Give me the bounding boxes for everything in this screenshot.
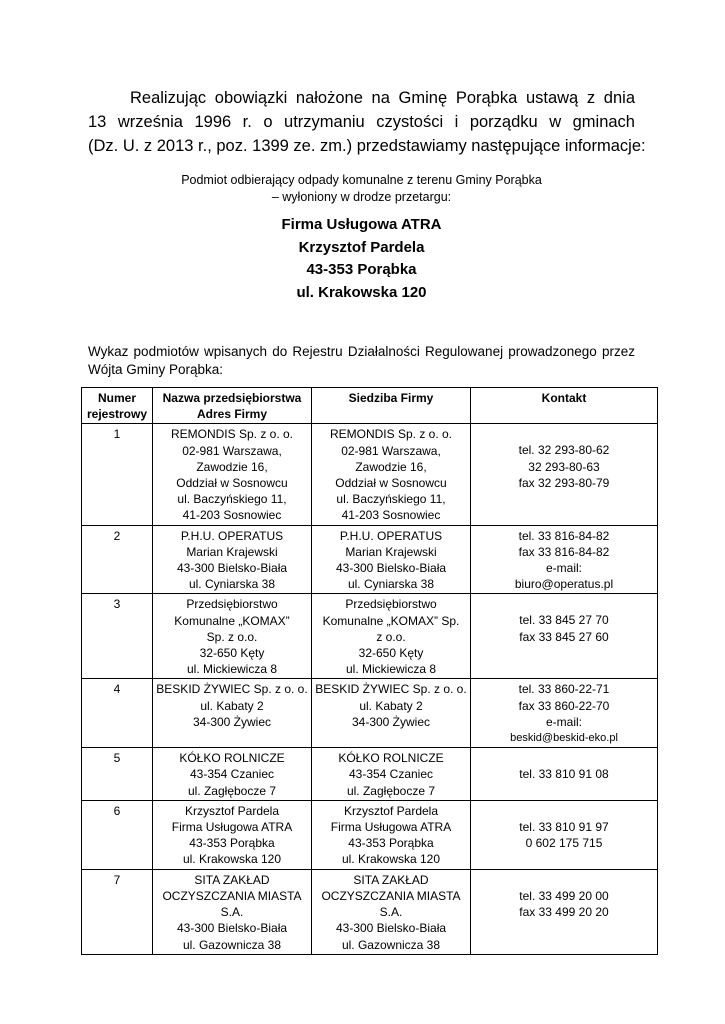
cell-siedziba-line: ul. Mickiewicza 8 — [345, 662, 437, 677]
header-numer — [82, 388, 153, 424]
table-row — [82, 800, 658, 869]
cell-kontakt-line: tel. 33 816-84-82 — [518, 528, 610, 543]
header-text: Numer — [97, 391, 136, 405]
cell-numer — [82, 424, 153, 525]
cell-kontakt — [471, 679, 658, 748]
intro-paragraph — [88, 86, 646, 158]
cell-nazwa-line: BESKID ŻYWIEC Sp. z o. o. — [156, 682, 308, 697]
table-row — [82, 869, 658, 954]
cell-siedziba — [312, 594, 471, 679]
cell-numer-value: 4 — [113, 682, 121, 697]
company-owner: Krzysztof Pardela — [298, 238, 425, 256]
cell-nazwa-line: Oddział w Sosnowcu — [176, 476, 288, 491]
cell-kontakt-line: tel. 33 860-22-71 — [518, 682, 610, 697]
cell-nazwa-line: ul. Baczyńskiego 11, — [177, 492, 287, 507]
cell-siedziba-line: 02-981 Warszawa, — [341, 443, 441, 458]
cell-numer-value: 3 — [113, 597, 121, 612]
cell-siedziba-line: Oddział w Sosnowcu — [335, 476, 447, 491]
cell-siedziba-line: Komunalne „KOMAX” Sp. — [322, 613, 460, 628]
cell-numer-value: 7 — [113, 872, 121, 887]
cell-kontakt-line: e-mail: — [545, 714, 582, 729]
cell-siedziba-line: ul. Baczyńskiego 11, — [336, 492, 446, 507]
cell-nazwa-line: ul. Kabaty 2 — [200, 698, 264, 713]
cell-siedziba-line: ul. Zagłębocze 7 — [346, 783, 436, 798]
cell-kontakt-line: fax 33 860-22-70 — [518, 698, 610, 713]
table-row — [82, 525, 658, 594]
cell-siedziba-line: S.A. — [379, 905, 403, 920]
header-text: rejestrowy — [86, 407, 148, 422]
cell-numer — [82, 869, 153, 954]
cell-siedziba-line: 43-300 Bielsko-Biała — [335, 561, 447, 576]
cell-nazwa-line: P.H.U. OPERATUS — [180, 528, 284, 543]
cell-siedziba — [312, 869, 471, 954]
cell-nazwa — [153, 748, 312, 801]
cell-siedziba-line: 32-650 Kęty — [358, 646, 424, 661]
header-kontakt — [471, 388, 658, 424]
cell-siedziba-line: 43-353 Porąbka — [348, 836, 434, 851]
cell-siedziba — [312, 748, 471, 801]
cell-kontakt-line: tel. 33 810 91 97 — [519, 819, 609, 834]
cell-kontakt-line: fax 32 293-80-79 — [518, 475, 610, 490]
cell-nazwa-line: 02-981 Warszawa, — [182, 443, 282, 458]
cell-nazwa-line: 34-300 Żywiec — [192, 714, 272, 729]
cell-siedziba-line: KÓŁKO ROLNICZE — [338, 751, 444, 766]
company-street: ul. Krakowska 120 — [296, 283, 427, 301]
table-header-row — [82, 388, 658, 424]
cell-nazwa-line: 43-353 Porąbka — [189, 836, 275, 851]
cell-nazwa-line: 41-203 Sosnowiec — [182, 508, 282, 523]
cell-kontakt-line: fax 33 845 27 60 — [519, 629, 609, 644]
header-siedziba — [312, 388, 471, 424]
cell-numer — [82, 525, 153, 594]
cell-nazwa-line: ul. Krakowska 120 — [182, 852, 282, 867]
header-nazwa — [153, 388, 312, 424]
cell-nazwa-line: ul. Zagłębocze 7 — [187, 783, 277, 798]
cell-numer — [82, 679, 153, 748]
cell-nazwa — [153, 679, 312, 748]
cell-numer-value: 2 — [113, 528, 121, 543]
header-text: Adres Firmy — [196, 407, 268, 422]
intro-line: (Dz. U. z 2013 r., poz. 1399 ze. zm.) przedstawiamy następujące informacje: — [88, 137, 646, 155]
table-row — [82, 424, 658, 525]
company-name: Firma Usługowa ATRA — [281, 216, 442, 233]
cell-kontakt-line: tel. 33 845 27 70 — [519, 613, 609, 628]
cell-siedziba-line: 43-300 Bielsko-Biała — [335, 921, 447, 936]
cell-siedziba-line: 41-203 Sosnowiec — [341, 508, 441, 523]
cell-kontakt — [471, 594, 658, 679]
cell-numer — [82, 748, 153, 801]
collector-subheading — [88, 172, 635, 206]
cell-siedziba-line: 43-354 Czaniec — [348, 767, 434, 782]
cell-siedziba-line: 34-300 Żywiec — [351, 714, 431, 729]
cell-siedziba-line: OCZYSZCZANIA MIASTA — [321, 888, 461, 903]
cell-siedziba-line: Krzysztof Pardela — [343, 803, 439, 818]
cell-nazwa — [153, 869, 312, 954]
cell-kontakt — [471, 525, 658, 594]
cell-nazwa-line: ul. Gazownicza 38 — [182, 937, 282, 952]
register-intro — [88, 343, 635, 379]
cell-nazwa-line: REMONDIS Sp. z o. o. — [170, 427, 294, 442]
cell-siedziba-line: BESKID ŻYWIEC Sp. z o. o. — [315, 682, 467, 697]
cell-nazwa-line: Przedsiębiorstwo — [186, 597, 278, 612]
cell-nazwa-line: KÓŁKO ROLNICZE — [179, 751, 285, 766]
table-row — [82, 679, 658, 748]
cell-kontakt-line: tel. 33 499 20 00 — [519, 888, 609, 903]
register-table — [81, 387, 658, 955]
cell-kontakt-line: fax 33 816-84-82 — [518, 544, 610, 559]
cell-nazwa-line: 43-300 Bielsko-Biała — [176, 561, 288, 576]
cell-kontakt — [471, 424, 658, 525]
header-text: Siedziba Firmy — [348, 391, 434, 405]
intro-line: Realizując obowiązki nałożone na Gminę Porąbka ustawą z dnia — [130, 89, 635, 107]
cell-kontakt-line: tel. 32 293-80-62 — [518, 443, 610, 458]
cell-nazwa — [153, 525, 312, 594]
company-city: 43-353 Porąbka — [306, 261, 417, 278]
cell-nazwa-line: S.A. — [220, 905, 244, 920]
cell-siedziba-line: ul. Cyniarska 38 — [347, 577, 435, 592]
cell-siedziba — [312, 800, 471, 869]
cell-siedziba-line: Zawodzie 16, — [355, 459, 427, 474]
cell-kontakt-line: tel. 33 810 91 08 — [519, 767, 609, 782]
cell-kontakt-line: e-mail: — [545, 561, 582, 576]
cell-kontakt — [471, 869, 658, 954]
cell-kontakt-line: biuro@operatus.pl — [514, 577, 614, 592]
selected-company-block — [88, 214, 635, 304]
subheading-line: – wyłoniony w drodze przetargu: — [271, 190, 452, 204]
cell-siedziba-line: z o.o. — [376, 629, 406, 644]
cell-siedziba-line: P.H.U. OPERATUS — [339, 528, 443, 543]
cell-nazwa-line: ul. Cyniarska 38 — [188, 577, 276, 592]
cell-nazwa-line: OCZYSZCZANIA MIASTA — [162, 888, 302, 903]
cell-siedziba-line: Przedsiębiorstwo — [345, 597, 437, 612]
cell-siedziba-line: ul. Krakowska 120 — [341, 852, 441, 867]
table-body — [82, 424, 658, 954]
cell-nazwa-line: ul. Mickiewicza 8 — [186, 662, 278, 677]
cell-nazwa-line: Komunalne „KOMAX” — [174, 613, 290, 628]
cell-nazwa-line: 43-300 Bielsko-Biała — [176, 921, 288, 936]
cell-siedziba — [312, 679, 471, 748]
intro-line: 13 września 1996 r. o utrzymaniu czystości i porządku w gminach — [88, 113, 635, 131]
cell-siedziba-line: ul. Kabaty 2 — [359, 698, 423, 713]
table-row — [82, 748, 658, 801]
header-text: Nazwa przedsiębiorstwa — [162, 391, 302, 405]
header-text: Kontakt — [541, 391, 587, 405]
cell-numer — [82, 800, 153, 869]
cell-kontakt — [471, 800, 658, 869]
register-intro-line: Wójta Gminy Porąbka: — [88, 362, 224, 377]
cell-numer-value: 5 — [113, 751, 121, 766]
cell-siedziba-line: ul. Gazownicza 38 — [341, 937, 441, 952]
cell-kontakt-line: 32 293-80-63 — [528, 459, 600, 474]
register-intro-line: Wykaz podmiotów wpisanych do Rejestru Działalności Regulowanej prowadzonego przez — [88, 344, 635, 359]
cell-nazwa — [153, 800, 312, 869]
cell-siedziba-line: Firma Usługowa ATRA — [330, 820, 452, 835]
cell-nazwa-line: Krzysztof Pardela — [184, 803, 280, 818]
cell-kontakt — [471, 748, 658, 801]
cell-siedziba-line: Marian Krajewski — [345, 544, 437, 559]
cell-nazwa-line: Sp. z o.o. — [206, 629, 258, 644]
cell-nazwa-line: 43-354 Czaniec — [189, 767, 275, 782]
cell-nazwa — [153, 424, 312, 525]
cell-siedziba-line: SITA ZAKŁAD — [353, 872, 429, 887]
cell-kontakt-line: beskid@beskid-eko.pl — [510, 732, 618, 745]
cell-nazwa — [153, 594, 312, 679]
cell-nazwa-line: 32-650 Kęty — [199, 646, 265, 661]
cell-nazwa-line: SITA ZAKŁAD — [194, 872, 270, 887]
cell-numer — [82, 594, 153, 679]
cell-kontakt-line: 0 602 175 715 — [525, 836, 603, 851]
cell-kontakt-line: fax 33 499 20 20 — [519, 904, 609, 919]
cell-siedziba-line: REMONDIS Sp. z o. o. — [329, 427, 453, 442]
cell-nazwa-line: Marian Krajewski — [186, 544, 278, 559]
subheading-line: Podmiot odbierający odpady komunalne z terenu Gminy Porąbka — [181, 173, 542, 187]
cell-siedziba — [312, 424, 471, 525]
cell-numer-value: 1 — [113, 427, 121, 442]
cell-nazwa-line: Zawodzie 16, — [196, 459, 268, 474]
cell-numer-value: 6 — [113, 803, 121, 818]
table-row — [82, 594, 658, 679]
cell-siedziba — [312, 525, 471, 594]
cell-nazwa-line: Firma Usługowa ATRA — [171, 820, 293, 835]
